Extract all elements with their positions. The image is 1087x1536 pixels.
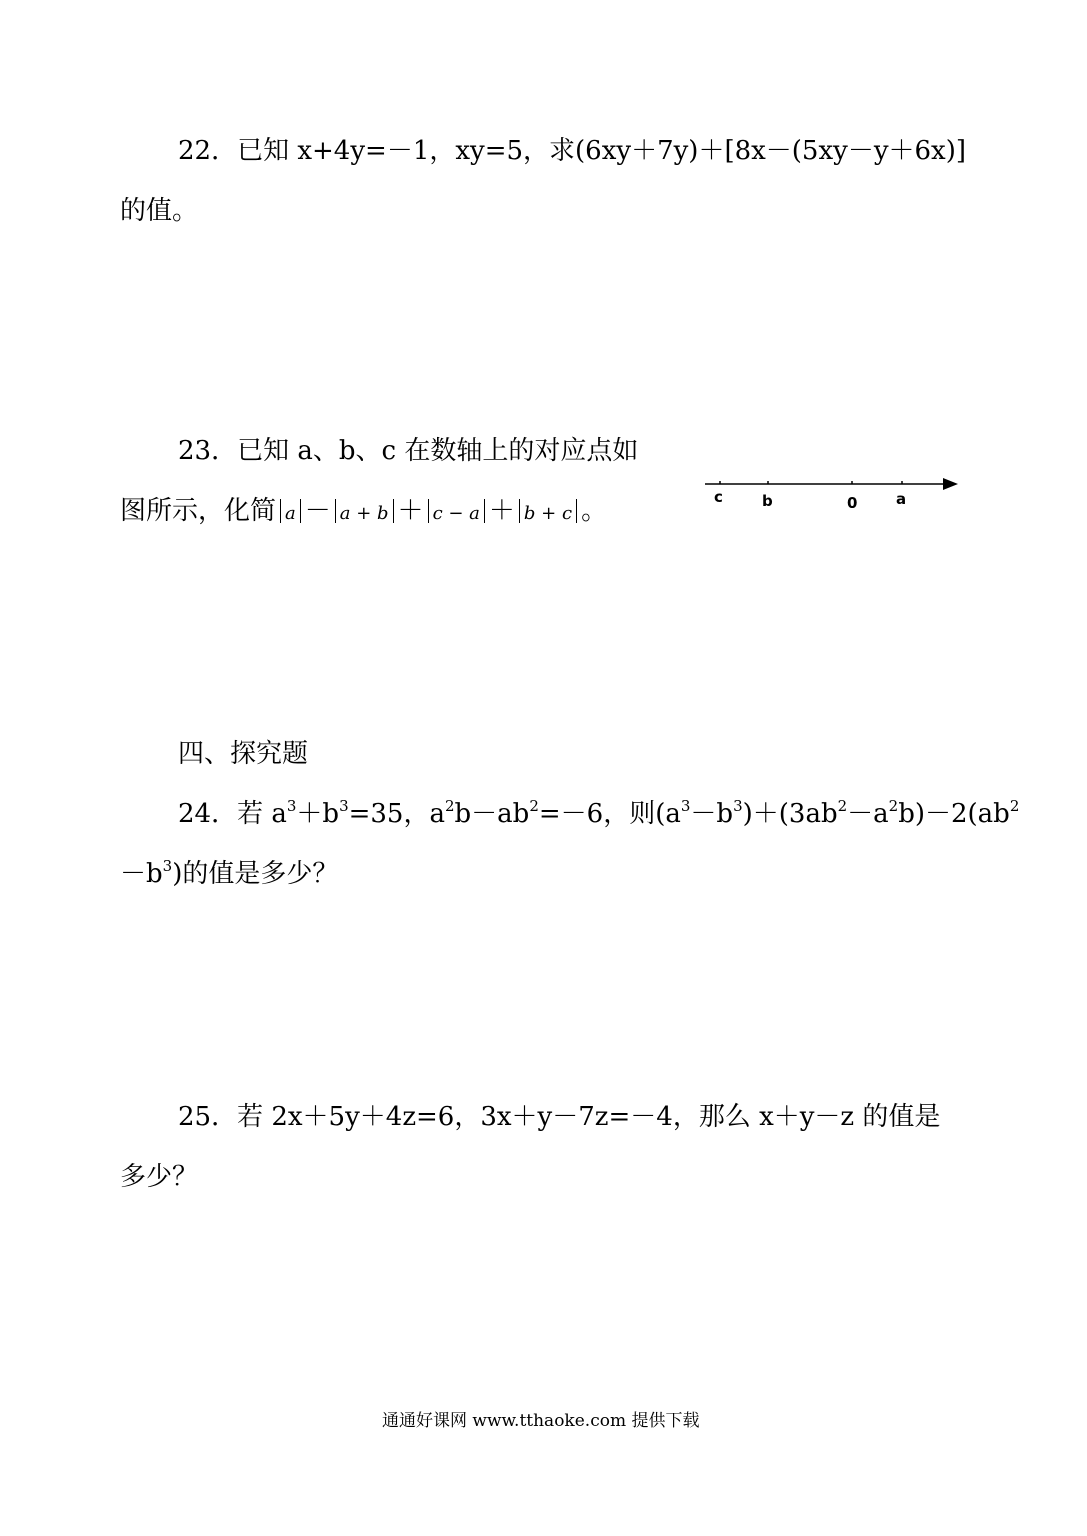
q23-op3: ＋ (488, 496, 515, 526)
label-0: 0 (847, 494, 858, 512)
arrow-icon (943, 478, 958, 490)
abs-bar (393, 499, 394, 523)
abs-bar (484, 499, 485, 523)
q23-prefix: 图所示，化简 (120, 496, 277, 526)
q25-line2: 多少？ (120, 1162, 199, 1192)
q23-op2: ＋ (397, 496, 424, 526)
abs-bar (335, 499, 336, 523)
number-line-axis (700, 470, 965, 520)
q23-term2: a + b (339, 503, 389, 524)
q23-term4: b + c (523, 503, 573, 524)
abs-bar (519, 499, 520, 523)
footer-text: 通通好课网 www.tthaoke.com 提供下载 (382, 1411, 700, 1431)
q23-term1: a (285, 503, 296, 524)
q24-line2: $-b^3$)的值是多少？ (120, 857, 339, 889)
abs-bar (428, 499, 429, 523)
q23-line2 (120, 494, 607, 531)
q23-op1: － (304, 496, 331, 526)
number-line-figure (700, 470, 965, 520)
abs-bar (280, 499, 281, 523)
q22-line2: 的值。 (120, 196, 199, 226)
abs-bar (576, 499, 577, 523)
q23-term3: c − a (432, 503, 480, 524)
q23-line1: 23．已知 a、b、c 在数轴上的对应点如 (178, 436, 639, 466)
section-title: 四、探究题 (178, 739, 309, 769)
q22-line1: 22．已知 x+4y=－1，xy=5，求(6xy＋7y)＋[8x－(5xy－y＋6x)] (178, 136, 967, 166)
q25-line1: 25．若 2x＋5y＋4z=6，3x＋y－7z=－4，那么 x＋y－z 的值是 (178, 1102, 941, 1132)
q24-line1: 24．若 $a^3+b^3=35$，$a^2b-ab^2=-6$，则$(a^3-b^3)+(3ab^2-a^2b)-2(ab^2$ (178, 797, 1020, 829)
abs-bar (300, 499, 301, 523)
label-b: b (762, 492, 773, 510)
q23-end: 。 (581, 496, 608, 526)
label-a: a (896, 490, 907, 508)
label-c: c (714, 488, 723, 506)
